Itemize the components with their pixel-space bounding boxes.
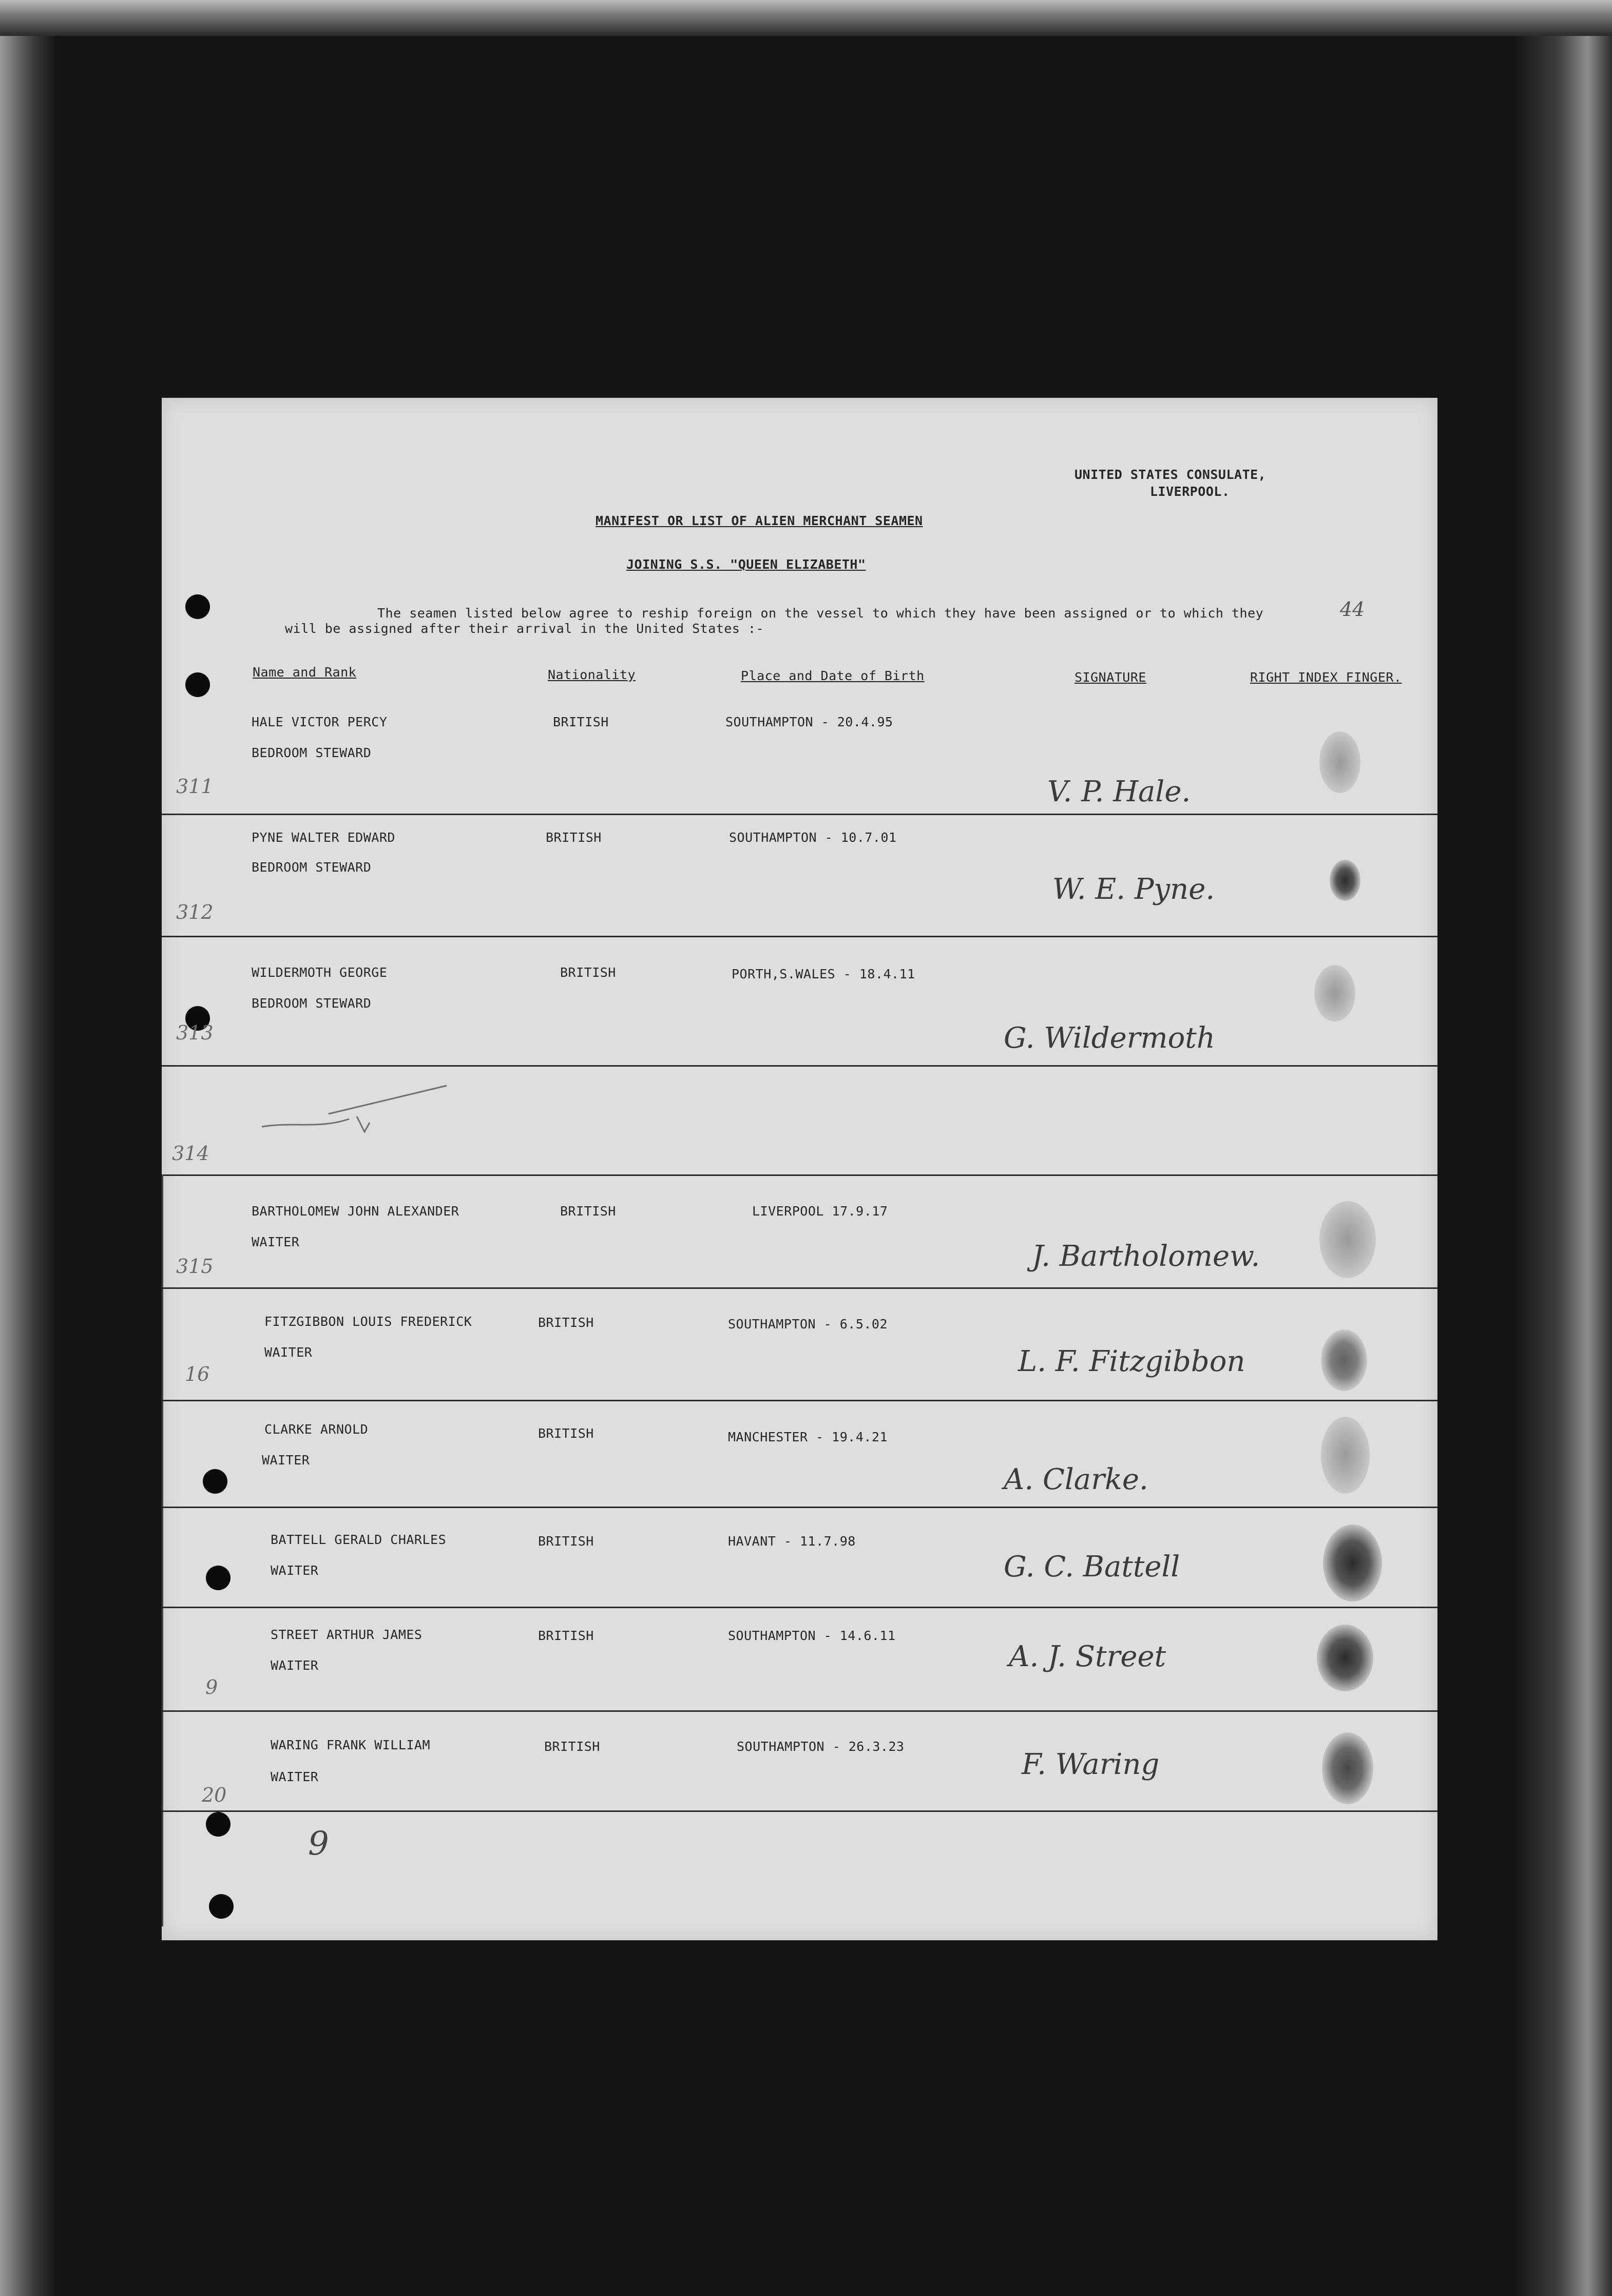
seaman-name: FITZGIBBON LOUIS FREDERICK bbox=[264, 1314, 472, 1329]
seaman-rank: WAITER bbox=[271, 1563, 319, 1578]
seaman-birth: HAVANT - 11.7.98 bbox=[728, 1534, 856, 1549]
fingerprint-icon bbox=[1321, 1329, 1367, 1391]
row-divider bbox=[162, 1507, 1437, 1508]
seaman-name: HALE VICTOR PERCY bbox=[252, 715, 388, 729]
margin-number: 20 bbox=[202, 1784, 227, 1806]
column-header-birth: Place and Date of Birth bbox=[741, 668, 925, 683]
film-border-top bbox=[0, 0, 1612, 36]
punch-hole-icon bbox=[206, 1812, 231, 1837]
margin-number: 314 bbox=[172, 1142, 209, 1165]
seaman-nationality: BRITISH bbox=[546, 830, 602, 845]
seaman-birth: SOUTHAMPTON - 14.6.11 bbox=[728, 1628, 896, 1643]
seaman-rank: WAITER bbox=[264, 1345, 313, 1360]
seaman-name: WILDERMOTH GEORGE bbox=[252, 965, 388, 980]
seaman-signature: L. F. Fitzgibbon bbox=[1018, 1345, 1245, 1378]
seaman-signature: V. P. Hale. bbox=[1047, 775, 1191, 808]
margin-number: 313 bbox=[176, 1021, 214, 1044]
column-header-name: Name and Rank bbox=[253, 665, 357, 680]
seaman-birth: SOUTHAMPTON - 26.3.23 bbox=[737, 1739, 905, 1754]
seaman-rank: WAITER bbox=[271, 1769, 319, 1784]
seaman-signature: A. Clarke. bbox=[1004, 1463, 1148, 1496]
manifest-page bbox=[162, 398, 1437, 1940]
seaman-rank: WAITER bbox=[252, 1234, 300, 1249]
seaman-nationality: BRITISH bbox=[538, 1628, 594, 1643]
film-border-left bbox=[0, 36, 56, 2296]
crossed-out-entry-icon bbox=[252, 1065, 457, 1147]
seaman-nationality: BRITISH bbox=[538, 1315, 594, 1330]
seaman-nationality: BRITISH bbox=[553, 715, 609, 729]
seaman-nationality: BRITISH bbox=[538, 1426, 594, 1441]
document-subtitle: JOINING S.S. "QUEEN ELIZABETH" bbox=[626, 557, 866, 572]
punch-hole-icon bbox=[203, 1469, 227, 1494]
seaman-signature: A. J. Street bbox=[1009, 1640, 1166, 1673]
row-divider bbox=[162, 1607, 1437, 1608]
row-divider bbox=[162, 814, 1437, 815]
seaman-nationality: BRITISH bbox=[538, 1534, 594, 1549]
punch-hole-icon bbox=[185, 672, 210, 697]
punch-hole-icon bbox=[206, 1566, 231, 1590]
row-divider bbox=[162, 1287, 1437, 1289]
seaman-nationality: BRITISH bbox=[560, 1204, 616, 1219]
seaman-name: BARTHOLOMEW JOHN ALEXANDER bbox=[252, 1204, 459, 1219]
intro-line-1: The seamen listed below agree to reship foreign on the vessel to which they have been assigned or to which they bbox=[377, 606, 1264, 621]
fingerprint-icon bbox=[1322, 1732, 1373, 1804]
margin-number: 9 bbox=[205, 1676, 218, 1699]
seaman-rank: WAITER bbox=[262, 1453, 310, 1468]
seaman-signature: G. Wildermoth bbox=[1004, 1021, 1215, 1055]
fingerprint-icon bbox=[1319, 731, 1360, 793]
seaman-birth: MANCHESTER - 19.4.21 bbox=[728, 1430, 888, 1444]
margin-number: 312 bbox=[176, 901, 214, 923]
column-header-nationality: Nationality bbox=[548, 667, 636, 682]
seaman-rank: BEDROOM STEWARD bbox=[252, 745, 372, 760]
footer-handwritten-number: 9 bbox=[308, 1825, 329, 1863]
punch-hole-icon bbox=[185, 594, 210, 619]
consulate-line-2: LIVERPOOL. bbox=[1150, 484, 1230, 499]
seaman-name: BATTELL GERALD CHARLES bbox=[271, 1532, 447, 1547]
fingerprint-icon bbox=[1323, 1525, 1382, 1602]
fingerprint-icon bbox=[1314, 965, 1355, 1021]
margin-number: 311 bbox=[176, 775, 214, 798]
seaman-birth: LIVERPOOL 17.9.17 bbox=[752, 1204, 888, 1219]
seaman-birth: SOUTHAMPTON - 20.4.95 bbox=[725, 715, 893, 729]
punch-hole-icon bbox=[209, 1894, 234, 1919]
column-header-signature: SIGNATURE bbox=[1074, 670, 1146, 685]
seaman-signature: J. Bartholomew. bbox=[1032, 1240, 1260, 1273]
row-divider bbox=[162, 936, 1437, 937]
seaman-rank: BEDROOM STEWARD bbox=[252, 996, 372, 1011]
intro-line-2: will be assigned after their arrival in the United States :- bbox=[285, 621, 764, 636]
column-header-finger: RIGHT INDEX FINGER. bbox=[1250, 670, 1402, 685]
margin-number: 16 bbox=[185, 1363, 210, 1385]
fingerprint-icon bbox=[1321, 1417, 1370, 1494]
film-border-right bbox=[1514, 36, 1612, 2296]
page-number: 44 bbox=[1340, 598, 1365, 621]
row-divider bbox=[162, 1174, 1437, 1176]
seaman-signature: W. E. Pyne. bbox=[1052, 873, 1215, 906]
fingerprint-icon bbox=[1319, 1201, 1376, 1278]
margin-number: 315 bbox=[176, 1255, 214, 1278]
seaman-name: PYNE WALTER EDWARD bbox=[252, 830, 395, 845]
consulate-line-1: UNITED STATES CONSULATE, bbox=[1074, 467, 1266, 482]
seaman-birth: SOUTHAMPTON - 10.7.01 bbox=[729, 830, 897, 845]
seaman-signature: F. Waring bbox=[1022, 1748, 1160, 1781]
seaman-rank: BEDROOM STEWARD bbox=[252, 860, 372, 875]
seaman-signature: G. C. Battell bbox=[1004, 1550, 1180, 1584]
seaman-name: STREET ARTHUR JAMES bbox=[271, 1627, 423, 1642]
seaman-birth: PORTH,S.WALES - 18.4.11 bbox=[732, 967, 915, 981]
seaman-name: CLARKE ARNOLD bbox=[264, 1422, 369, 1437]
row-divider bbox=[162, 1710, 1437, 1712]
fingerprint-icon bbox=[1330, 860, 1360, 901]
row-divider bbox=[162, 1400, 1437, 1401]
fingerprint-icon bbox=[1317, 1625, 1373, 1691]
seaman-nationality: BRITISH bbox=[560, 965, 616, 980]
document-title: MANIFEST OR LIST OF ALIEN MERCHANT SEAMEN bbox=[596, 513, 923, 528]
row-divider bbox=[162, 1810, 1437, 1812]
seaman-birth: SOUTHAMPTON - 6.5.02 bbox=[728, 1317, 888, 1332]
seaman-nationality: BRITISH bbox=[544, 1739, 600, 1754]
seaman-rank: WAITER bbox=[271, 1658, 319, 1673]
seaman-name: WARING FRANK WILLIAM bbox=[271, 1738, 431, 1752]
